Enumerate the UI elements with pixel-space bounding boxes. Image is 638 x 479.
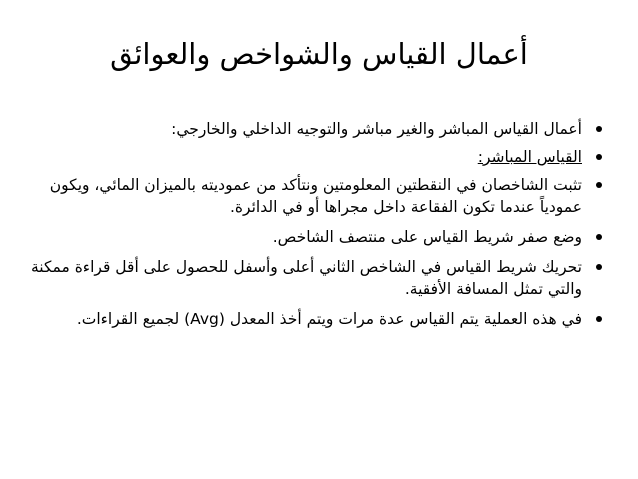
bullet-dot-icon [596,182,602,188]
bullet-text: في هذه العملية يتم القياس عدة مرات ويتم أخذ المعدل (Avg) لجميع القراءات. [76,310,582,328]
bullet-text: تحريك شريط القياس في الشاخص الثاني أعلى وأسفل للحصول على أقل قراءة ممكنة والتي تمثل المسافة الأفقية. [30,258,582,298]
bullet-text-underlined: القياس المباشر: [477,148,582,166]
bullet-item [22,308,604,330]
bullet-dot-icon [596,316,602,322]
bullet-dot-icon [596,126,602,132]
bullet-list [22,118,604,338]
bullet-item [22,174,604,218]
bullet-dot-icon [596,234,602,240]
bullet-item [22,118,604,140]
bullet-text: أعمال القياس المباشر والغير مباشر والتوجيه الداخلي والخارجي: [171,120,582,138]
bullet-text: تثبت الشاخصان في النقطتين المعلومتين ونتأكد من عموديته بالميزان المائي، ويكون عمودياً عندما تكون الفقاعة داخل مجراها أو في الدائرة. [49,176,582,216]
bullet-item [22,226,604,248]
bullet-item [22,256,604,300]
slide-title: أعمال القياس والشواخص والعوائق [110,37,528,71]
bullet-text: وضع صفر شريط القياس على منتصف الشاخص. [272,228,582,246]
bullet-item [22,146,604,168]
bullet-dot-icon [596,264,602,270]
bullet-dot-icon [596,154,602,160]
